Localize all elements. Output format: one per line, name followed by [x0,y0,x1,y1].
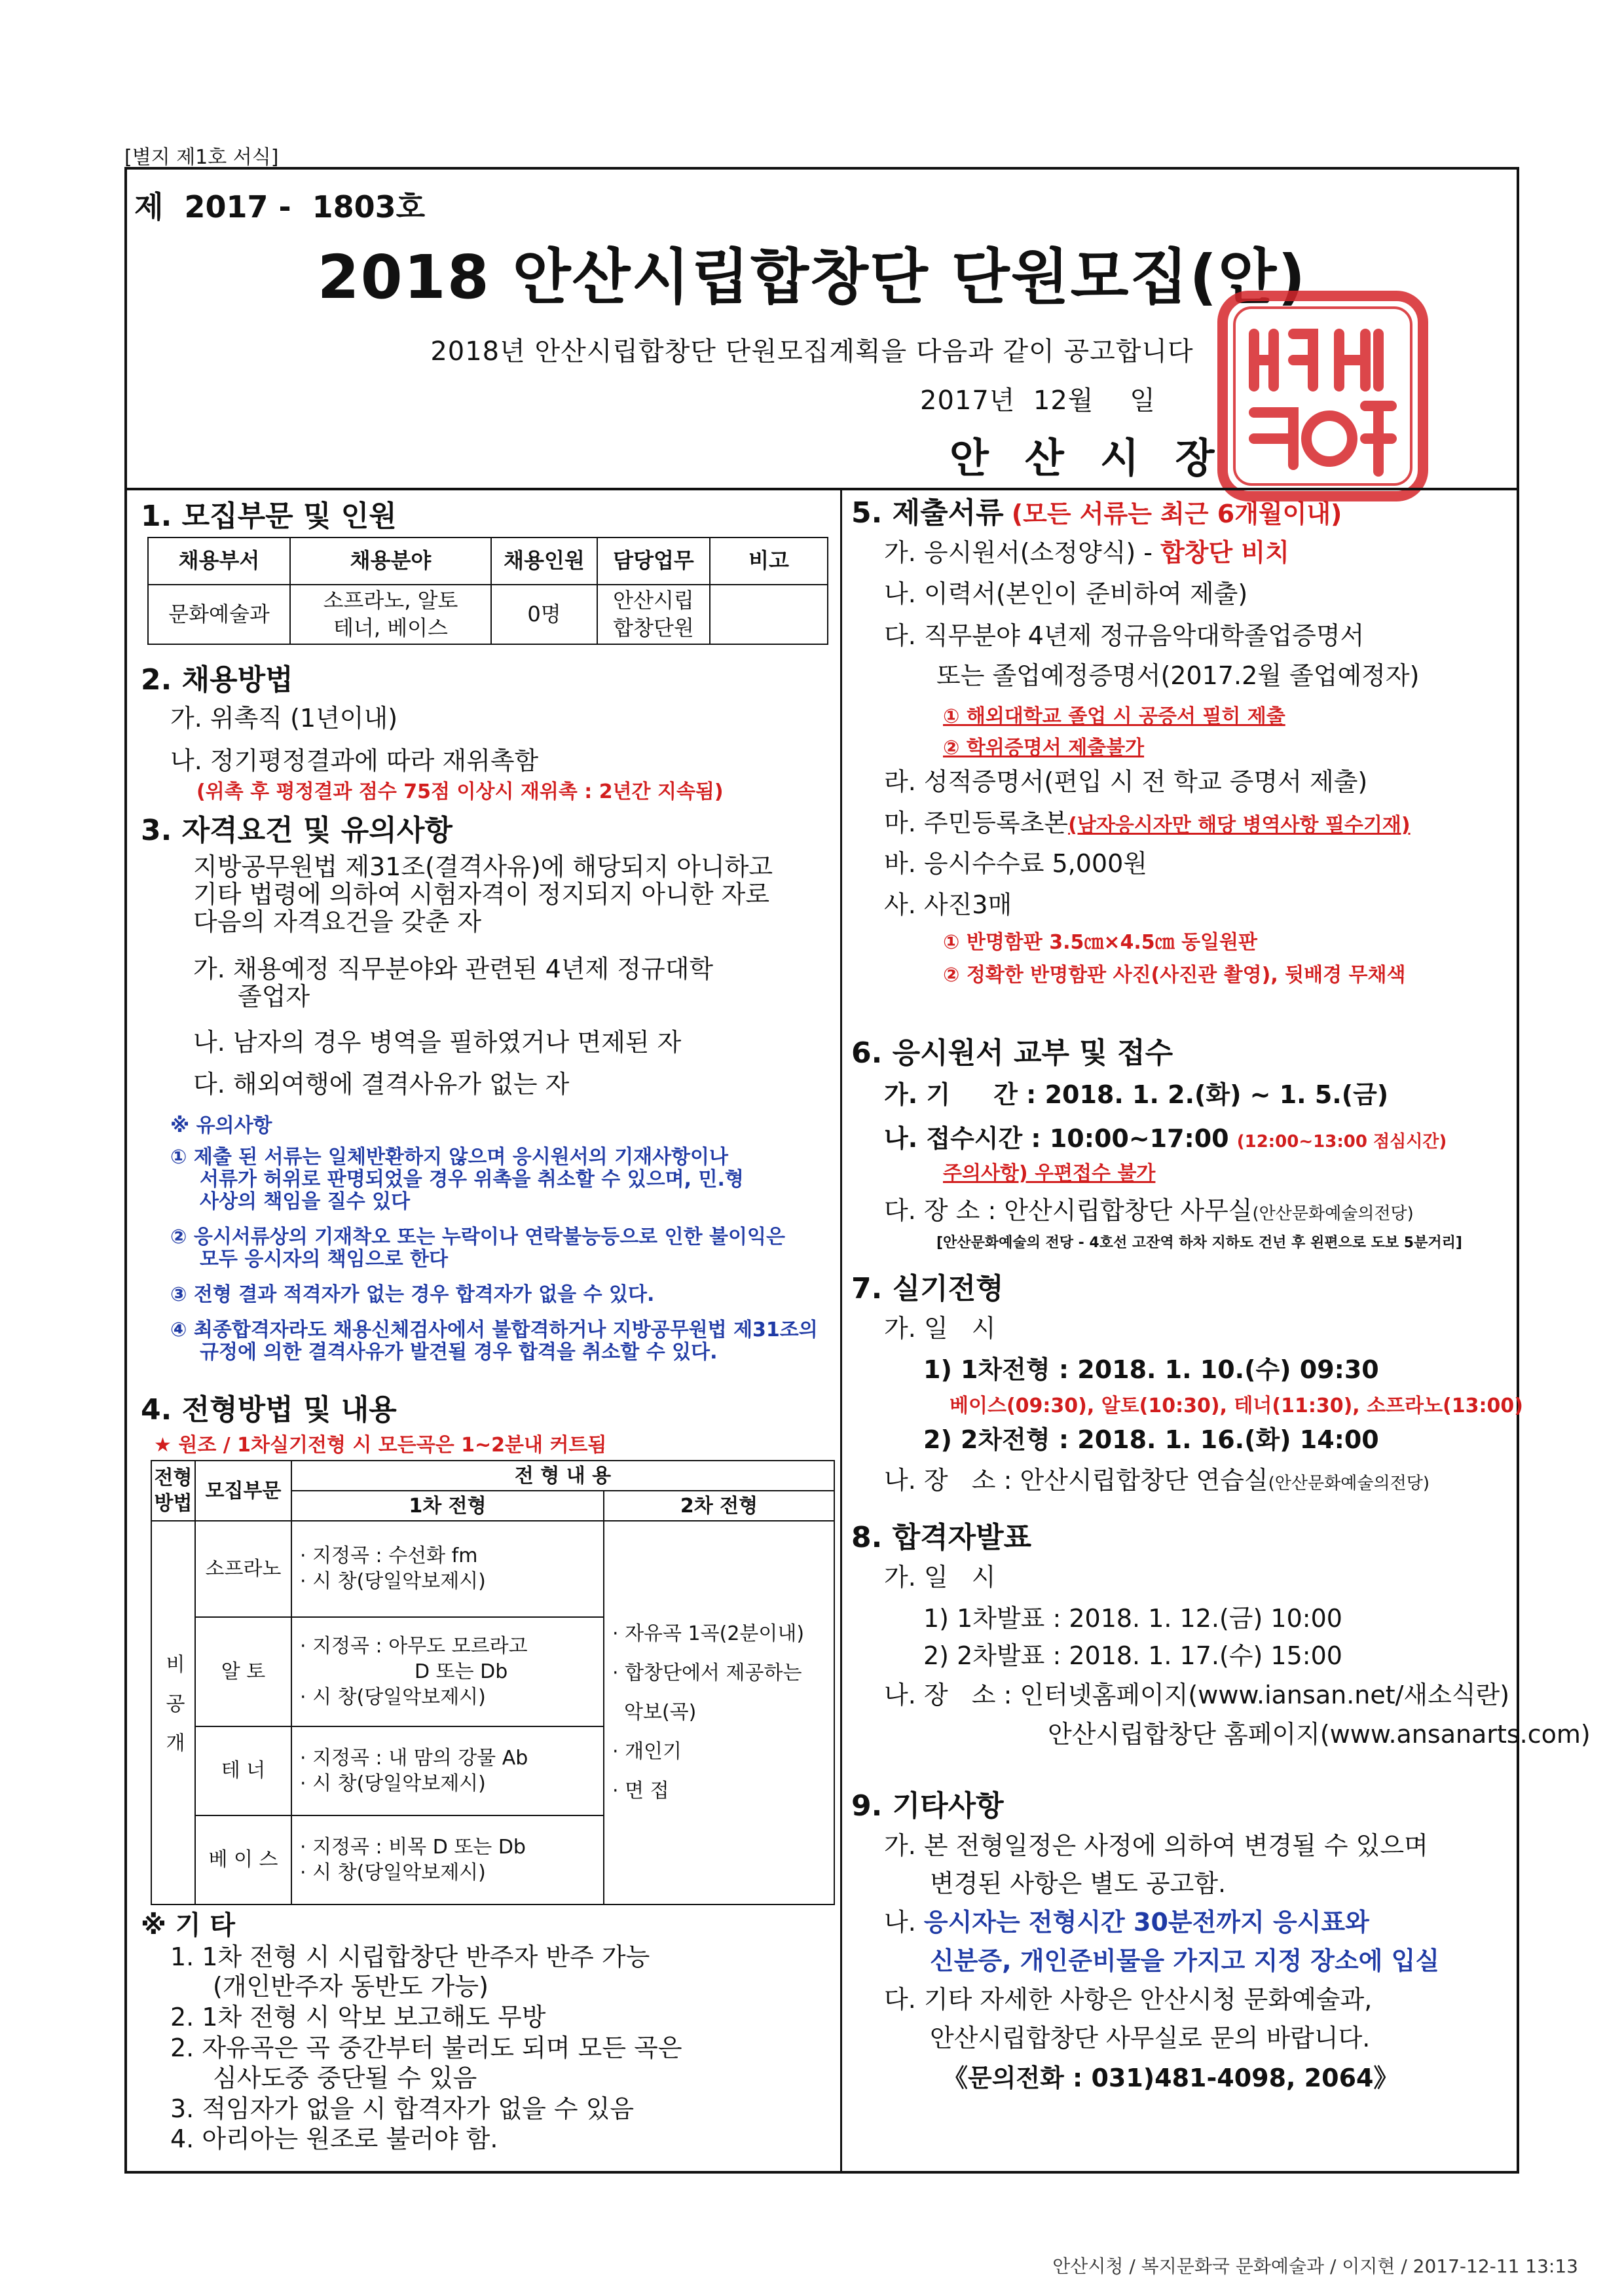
section-9-heading: 9. 기타사항 [851,1789,1004,1823]
s6-item-a: 가. 기 간 : 2018. 1. 2.(화) ~ 1. 5.(금) [884,1080,1389,1109]
col-field: 채용분야 [290,538,491,585]
h-round-1: 1차 전형 [291,1491,604,1521]
s7-item-a: 가. 일 시 [884,1314,996,1343]
s3-item-b: 나. 남자의 경우 병역을 필하였거나 면제된 자 [193,1028,682,1057]
s8-round-1: 1) 1차발표 : 2018. 1. 12.(금) 10:00 [923,1604,1342,1633]
s5-item-g: 사. 사진3매 [884,890,1012,919]
section-3-heading: 3. 자격요건 및 유의사항 [141,814,452,847]
cell-count: 0명 [491,585,597,644]
issuer-name: 안산시장 [950,434,1251,482]
footer-stamp: 안산시청 / 복지문화국 문화예술과 / 이지현 / 2017-12-11 13:13 [1052,2255,1578,2277]
s2-note: (위촉 후 평정결과 점수 75점 이상시 재위촉 : 2년간 지속됨) [196,780,724,803]
etc-2: 2. 1차 전형 시 악보 보고해도 무방 [170,2003,546,2032]
etc-heading: ※ 기 타 [141,1910,236,1941]
s9-item-b2: 신분증, 개인준비물을 가지고 지정 장소에 입실 [930,1946,1440,1975]
s7-item-b: 나. 장 소 : 안산시립합창단 연습실(안산문화예술의전당) [884,1466,1430,1495]
etc-1b: (개인반주자 동반도 가능) [213,1972,489,2001]
s6-directions: [안산문화예술의 전당 - 4호선 고잔역 하차 지하도 건넌 후 왼편으로 도보 5분거리] [936,1235,1462,1251]
s9-item-a2: 변경된 사항은 별도 공고함. [930,1869,1227,1898]
s5-item-c1: 다. 직무분야 4년제 정규음악대학졸업증명서 [884,621,1365,650]
right-column [851,494,1591,2167]
cell-dept: 문화예술과 [148,585,290,644]
h-method: 전형방법 [151,1461,195,1521]
cell-method: 비공개 [151,1521,195,1904]
s3-intro-2: 기타 법령에 의하여 시험자격이 정지되지 아니한 자로 [193,880,770,909]
caution-2b: 모두 응시자의 책임으로 한다 [200,1248,449,1271]
etc-3a: 2. 자유곡은 곡 중간부터 불러도 되며 모든 곡은 [170,2033,682,2062]
official-seal-icon [1215,288,1431,504]
notice-line: 2018년 안산시립합창단 단원모집계획을 다음과 같이 공고합니다 [430,337,1194,367]
s7-round-2: 2) 2차전형 : 2018. 1. 16.(화) 14:00 [923,1425,1379,1454]
s2-item-b: 나. 정기평정결과에 따라 재위촉함 [170,746,539,775]
s5-item-f: 바. 응시수수료 5,000원 [884,849,1147,878]
s5-item-b: 나. 이력서(본인이 준비하여 제출) [884,579,1248,608]
cell-tenor: 테 너 [195,1726,291,1815]
caution-1a: ① 제출 된 서류는 일체반환하지 않으며 응시원서의 기재사항이나 [170,1146,728,1169]
cell-alto-songs: · 지정곡 : 아무도 모르라고 D 또는 Db · 시 창(당일악보제시) [291,1617,604,1726]
cell-bass-songs: · 지정곡 : 비목 D 또는 Db · 시 창(당일악보제시) [291,1815,604,1904]
s3-item-a1: 가. 채용예정 직무분야와 관련된 4년제 정규대학 [193,955,714,983]
form-number: [별지 제1호 서식] [124,146,279,169]
s7-round-1-times: 베이스(09:30), 알토(10:30), 테너(11:30), 소프라노(13:00) [950,1394,1523,1417]
column-divider [840,489,842,2174]
col-duty: 담당업무 [597,538,710,585]
etc-1a: 1. 1차 전형 시 시립합창단 반주자 반주 가능 [170,1942,650,1971]
s9-item-c2: 안산시립합창단 사무실로 문의 바랍니다. [930,2024,1371,2052]
s9-item-b1: 나. 응시자는 전형시간 30분전까지 응시표와 [884,1908,1369,1937]
section-4-heading: 4. 전형방법 및 내용 [141,1393,397,1427]
s3-intro-1: 지방공무원법 제31조(결격사유)에 해당되지 아니하고 [193,852,773,881]
left-column [141,498,828,2167]
col-count: 채용인원 [491,538,597,585]
cell-soprano: 소프라노 [195,1521,291,1616]
cell-duty: 안산시립 합창단원 [597,585,710,644]
cell-note [710,585,828,644]
s4-star-note: ★ 원조 / 1차실기전형 시 모든곡은 1~2분내 커트됨 [154,1434,607,1457]
h-round-2: 2차 전형 [604,1491,834,1521]
section-7-heading: 7. 실기전형 [851,1272,1004,1305]
s5-note-g1: ① 반명함판 3.5㎝×4.5㎝ 동일원판 [943,931,1257,954]
s9-item-a1: 가. 본 전형일정은 사정에 의하여 변경될 수 있으며 [884,1831,1428,1860]
s5-item-a: 가. 응시원서(소정양식) - 합창단 비치 [884,538,1289,567]
s5-note-c1: ① 해외대학교 졸업 시 공증서 필히 제출 [943,705,1285,728]
caution-4a: ④ 최종합격자라도 채용신체검사에서 불합격하거나 지방공무원법 제31조의 [170,1319,818,1341]
s3-item-a2: 졸업자 [238,982,310,1011]
s8-item-a: 가. 일 시 [884,1563,996,1592]
cell-round-2: · 자유곡 1곡(2분이내) · 합창단에서 제공하는 악보(곡) · 개인기 · 면 접 [604,1521,834,1904]
s6-caution: 주의사항) 우편접수 불가 [943,1162,1156,1185]
s5-item-c2: 또는 졸업예정증명서(2017.2월 졸업예정자) [936,661,1420,690]
section-8-heading: 8. 합격자발표 [851,1521,1032,1554]
s9-item-c1: 다. 기타 자세한 사항은 안산시청 문화예술과, [884,1985,1373,2014]
cell-tenor-songs: · 지정곡 : 내 맘의 강물 Ab · 시 창(당일악보제시) [291,1726,604,1815]
caution-4b: 규정에 의한 결격사유가 발견될 경우 합격을 취소할 수 있다. [200,1341,718,1364]
etc-4: 3. 적임자가 없을 시 합격자가 없을 수 있음 [170,2094,635,2123]
section-5-heading: 5. 제출서류 (모든 서류는 최근 6개월이내) [851,496,1342,530]
audition-table [151,1460,835,1905]
s5-heading-note: (모든 서류는 최근 6개월이내) [1011,500,1342,528]
cell-field: 소프라노, 알토 테너, 베이스 [290,585,491,644]
s7-round-1: 1) 1차전형 : 2018. 1. 10.(수) 09:30 [923,1355,1379,1384]
s5-item-d: 라. 성적증명서(편입 시 전 학교 증명서 제출) [884,767,1368,796]
col-note: 비고 [710,538,828,585]
section-1-heading: 1. 모집부문 및 인원 [141,500,397,533]
etc-5: 4. 아리아는 원조로 불러야 함. [170,2124,498,2153]
s5-note-c2: ② 학위증명서 제출불가 [943,737,1145,759]
s6-item-c: 다. 장 소 : 안산시립합창단 사무실(안산문화예술의전당) [884,1196,1414,1225]
s3-intro-3: 다음의 자격요건을 갖춘 자 [193,907,482,936]
section-divider [124,488,1519,490]
cell-soprano-songs: · 지정곡 : 수선화 fm · 시 창(당일악보제시) [291,1521,604,1616]
col-dept: 채용부서 [148,538,290,585]
document-number: 제 2017 - 1803호 [134,189,426,225]
section-2-heading: 2. 채용방법 [141,663,293,697]
s2-item-a: 가. 위촉직 (1년이내) [170,704,398,733]
s5-note-g2: ② 정확한 반명함판 사진(사진관 촬영), 뒷배경 무채색 [943,964,1406,987]
caution-3: ③ 전형 결과 적격자가 없는 경우 합격자가 없을 수 있다. [170,1283,655,1306]
s5-item-e: 마. 주민등록초본(남자응시자만 해당 병역사항 필수기재) [884,809,1411,837]
contact-phone: 《문의전화 : 031)481-4098, 2064》 [943,2064,1399,2092]
s8-item-b2: 안산시립합창단 홈페이지(www.ansanarts.com) [1048,1720,1591,1749]
s8-round-2: 2) 2차발표 : 2018. 1. 17.(수) 15:00 [923,1641,1342,1670]
section-6-heading: 6. 응시원서 교부 및 접수 [851,1036,1173,1070]
h-content: 전 형 내 용 [291,1461,834,1491]
s3-item-c: 다. 해외여행에 결격사유가 없는 자 [193,1070,570,1099]
etc-3b: 심사도중 중단될 수 있음 [213,2064,477,2092]
cell-bass: 베 이 스 [195,1815,291,1904]
caution-2a: ② 응시서류상의 기재착오 또는 누락이나 연락불능등으로 인한 불이익은 [170,1226,785,1248]
caution-title: ※ 유의사항 [170,1114,272,1137]
s8-item-b: 나. 장 소 : 인터넷홈페이지(www.iansan.net/새소식란) [884,1681,1510,1709]
h-part: 모집부문 [195,1461,291,1521]
page-title: 2018 안산시립합창단 단원모집(안) [317,242,1307,312]
s6-item-b: 나. 접수시간 : 10:00~17:00 (12:00~13:00 점심시간) [884,1124,1447,1153]
recruit-table [147,537,828,645]
issue-date: 2017년 12월 일 [920,386,1156,416]
cell-alto: 알 토 [195,1617,291,1726]
caution-1b: 서류가 허위로 판명되었을 경우 위촉을 취소할 수 있으며, 민.형 [200,1168,744,1191]
caution-1c: 사상의 책임을 질수 있다 [200,1190,411,1213]
